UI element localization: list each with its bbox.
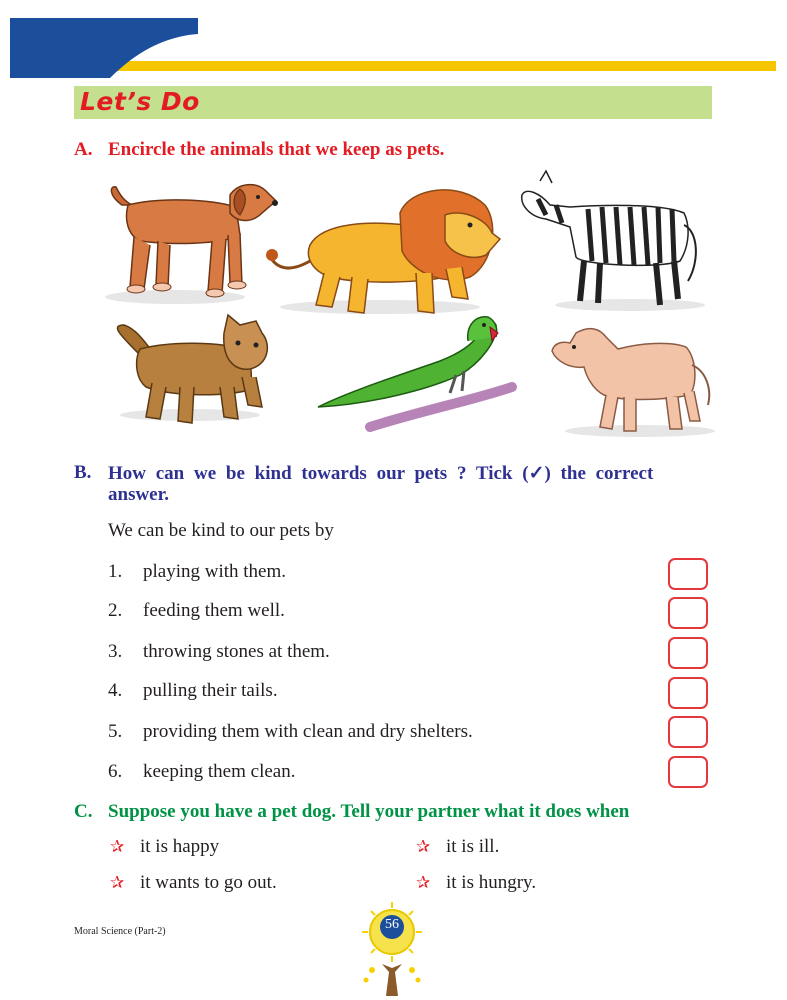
section-b-lead: We can be kind to our pets by — [108, 520, 334, 541]
page-title: Let’s Do — [80, 87, 200, 116]
section-a-letter: A. — [74, 139, 93, 160]
prompt-text: it is hungry. — [446, 872, 537, 893]
section-c-instruction: Suppose you have a pet dog. Tell your partner what it does when — [108, 801, 630, 822]
option-text: throwing stones at them. — [143, 641, 330, 662]
option-3 — [108, 641, 330, 663]
option-number: 6. — [108, 761, 123, 782]
header-decoration — [0, 0, 787, 80]
option-text: pulling their tails. — [143, 680, 278, 701]
option-number: 5. — [108, 721, 123, 742]
section-b-letter: B. — [74, 462, 92, 483]
animal-illustrations — [100, 165, 720, 450]
star-icon: ✰ — [416, 873, 431, 892]
option-5 — [108, 721, 473, 743]
dog-illustration — [105, 185, 278, 304]
tick-box-1[interactable] — [668, 558, 708, 590]
option-text: feeding them well. — [143, 600, 285, 621]
prompt-text: it is happy — [140, 836, 220, 857]
lion-illustration — [266, 190, 500, 314]
option-2 — [108, 600, 285, 622]
section-b-question-line2: answer. — [108, 484, 170, 505]
option-text: keeping them clean. — [143, 761, 296, 782]
tick-box-5[interactable] — [668, 716, 708, 748]
tick-box-6[interactable] — [668, 756, 708, 788]
tick-box-3[interactable] — [668, 637, 708, 669]
option-text: playing with them. — [143, 561, 287, 582]
prompt-text: it is ill. — [446, 836, 500, 857]
cat-illustration — [117, 315, 267, 423]
option-number: 3. — [108, 641, 123, 662]
star-icon: ✰ — [110, 873, 125, 892]
option-number: 1. — [108, 561, 123, 582]
page-number-emblem — [352, 900, 432, 996]
option-1 — [108, 561, 286, 583]
option-text: providing them with clean and dry shelters. — [143, 721, 473, 742]
book-title: Moral Science (Part-2) — [74, 926, 166, 937]
parrot-illustration — [318, 317, 512, 427]
option-4 — [108, 680, 278, 702]
option-number: 4. — [108, 680, 123, 701]
page-number: 56 — [385, 917, 399, 932]
cow-illustration — [552, 329, 715, 437]
prompt-text: it wants to go out. — [140, 872, 277, 893]
option-6 — [108, 761, 295, 783]
yellow-band — [100, 61, 776, 71]
option-number: 2. — [108, 600, 123, 621]
section-b-question-line1: How can we be kind towards our pets ? Tick (✓) the correct — [108, 463, 654, 484]
tick-box-2[interactable] — [668, 597, 708, 629]
section-c-letter: C. — [74, 801, 93, 822]
zebra-illustration — [522, 171, 705, 311]
section-a-instruction: Encircle the animals that we keep as pets. — [108, 139, 445, 160]
tick-box-4[interactable] — [668, 677, 708, 709]
star-icon: ✰ — [110, 837, 125, 856]
star-icon: ✰ — [416, 837, 431, 856]
